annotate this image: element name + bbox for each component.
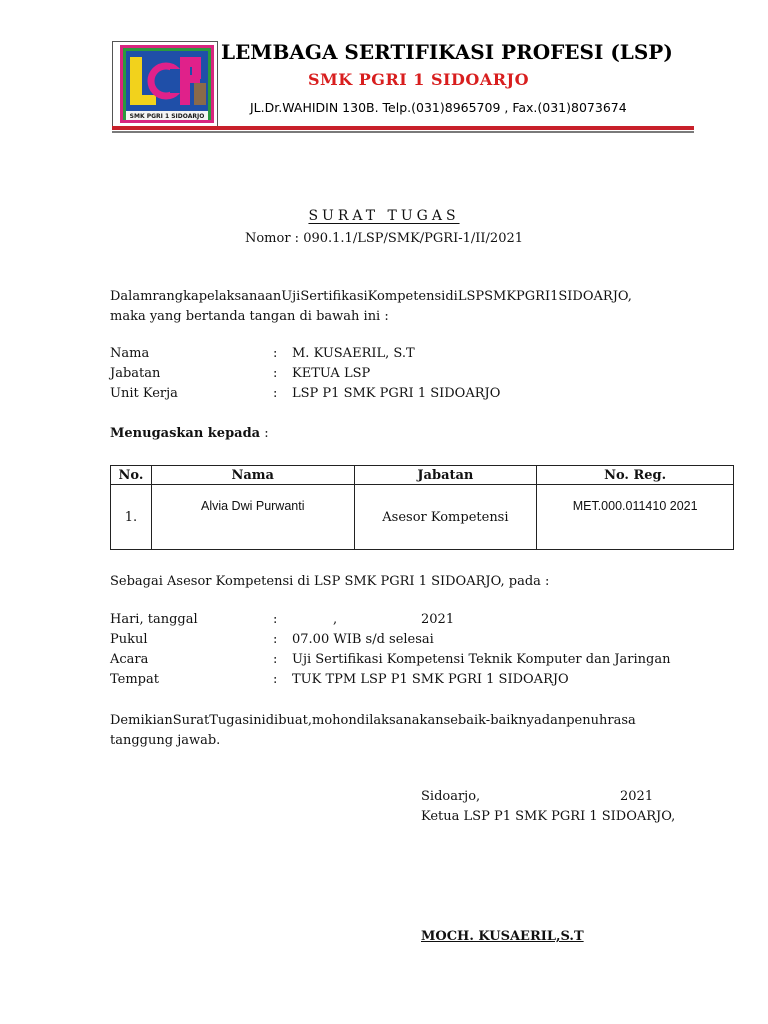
closing-line-1 <box>110 711 693 731</box>
closing-word: dan <box>541 713 567 728</box>
intro-word: Uji <box>281 289 301 304</box>
table-row <box>111 485 734 550</box>
intro-word: LSP <box>457 289 485 304</box>
letterhead-rule-red <box>112 126 694 130</box>
intro-line-2: maka yang bertanda tangan di bawah ini : <box>110 309 389 324</box>
assignee-table <box>110 465 734 550</box>
schedule-value: TUK TPM LSP P1 SMK PGRI 1 SIDOARJO <box>292 672 569 687</box>
closing-paragraph <box>110 711 693 751</box>
signer-value: M. KUSAERIL, S.T <box>292 346 415 361</box>
schedule-date-comma: , <box>333 612 338 627</box>
intro-word: Sertifikasi <box>300 289 368 304</box>
signer-colon: : <box>273 386 278 401</box>
intro-word: Kompetensi <box>367 289 446 304</box>
closing-word: Tugas <box>209 713 250 728</box>
schedule-colon: : <box>273 612 278 627</box>
signature-place: Sidoarjo, <box>421 789 481 804</box>
schedule-label: Tempat <box>110 672 159 687</box>
schedule-label: Hari, tanggal <box>110 612 198 627</box>
intro-word: PGRI <box>516 289 551 304</box>
closing-word: dilaksanakan <box>356 713 444 728</box>
intro-word: rangka <box>152 289 199 304</box>
intro-word: SMK <box>484 289 517 304</box>
closing-word: Demikian <box>110 713 173 728</box>
as-asesor-line <box>110 574 549 594</box>
table-cell-no: 1. <box>111 485 152 550</box>
closing-line-2: tanggung jawab. <box>110 733 221 748</box>
table-header-row <box>111 466 734 485</box>
closing-word: sebaik-baiknya <box>443 713 542 728</box>
assign-colon: : <box>260 426 269 441</box>
signer-value: KETUA LSP <box>292 366 371 381</box>
table-header-nama: Nama <box>151 466 354 485</box>
schedule-value: 07.00 WIB s/d selesai <box>292 632 434 647</box>
letterhead-address: JL.Dr.WAHIDIN 130B. Telp.(031)8965709 , Fax.(031)8073674 <box>250 100 627 115</box>
signer-label: Jabatan <box>110 366 161 381</box>
signature-place-date <box>421 789 654 804</box>
closing-word: rasa <box>607 713 636 728</box>
schedule-colon: : <box>273 632 278 647</box>
intro-word: pelaksanaan <box>198 289 282 304</box>
table-header-no: No. <box>111 466 152 485</box>
signature-position: Ketua LSP P1 SMK PGRI 1 SIDOARJO, <box>421 809 676 824</box>
signer-value: LSP P1 SMK PGRI 1 SIDOARJO <box>292 386 501 401</box>
signer-colon: : <box>273 366 278 381</box>
schedule-date-year: 2021 <box>421 612 455 627</box>
schedule-label: Pukul <box>110 632 148 647</box>
schedule-value: Uji Sertifikasi Kompetensi Teknik Komputer dan Jaringan <box>292 652 671 667</box>
intro-word: SIDOARJO, <box>558 289 632 304</box>
signature-year: 2021 <box>620 789 654 804</box>
schedule-colon: : <box>273 672 278 687</box>
table-cell-jabatan: Asesor Kompetensi <box>354 485 537 550</box>
closing-word: penuh <box>566 713 608 728</box>
logo-caption: SMK PGRI 1 SIDOARJO <box>129 113 205 120</box>
closing-word: Surat <box>172 713 210 728</box>
intro-word: 1 <box>550 289 559 304</box>
table-header-noreg: No. Reg. <box>537 466 734 485</box>
closing-word: ini <box>249 713 266 728</box>
table-cell-nama: Alvia Dwi Purwanti <box>151 485 354 550</box>
table-cell-noreg: MET.000.011410 2021 <box>537 485 734 550</box>
intro-paragraph <box>110 287 693 327</box>
schedule-colon: : <box>273 652 278 667</box>
closing-word: mohon <box>312 713 357 728</box>
signer-label: Unit Kerja <box>110 386 178 401</box>
intro-line-1 <box>110 287 693 307</box>
intro-word: di <box>445 289 458 304</box>
document-title: SURAT TUGAS <box>308 208 460 224</box>
schedule-label: Acara <box>110 652 149 667</box>
assign-label: Menugaskan kepada <box>110 426 261 441</box>
signature-name: MOCH. KUSAERIL,S.T <box>421 929 584 944</box>
letterhead-rule-gray <box>112 131 694 133</box>
as-asesor-text: Sebagai Asesor Kompetensi di LSP SMK PGRI 1 SIDOARJO, pada : <box>110 574 550 589</box>
lsp-name: LEMBAGA SERTIFIKASI PROFESI (LSP) <box>221 40 673 64</box>
school-name: SMK PGRI 1 SIDOARJO <box>308 70 530 89</box>
signer-label: Nama <box>110 346 150 361</box>
assign-heading <box>110 426 269 446</box>
table-header-jabatan: Jabatan <box>354 466 537 485</box>
intro-word: Dalam <box>110 289 153 304</box>
signer-colon: : <box>273 346 278 361</box>
closing-word: dibuat, <box>265 713 313 728</box>
document-number: Nomor : 090.1.1/LSP/SMK/PGRI-1/II/2021 <box>244 231 524 246</box>
lsp-logo <box>120 45 214 123</box>
